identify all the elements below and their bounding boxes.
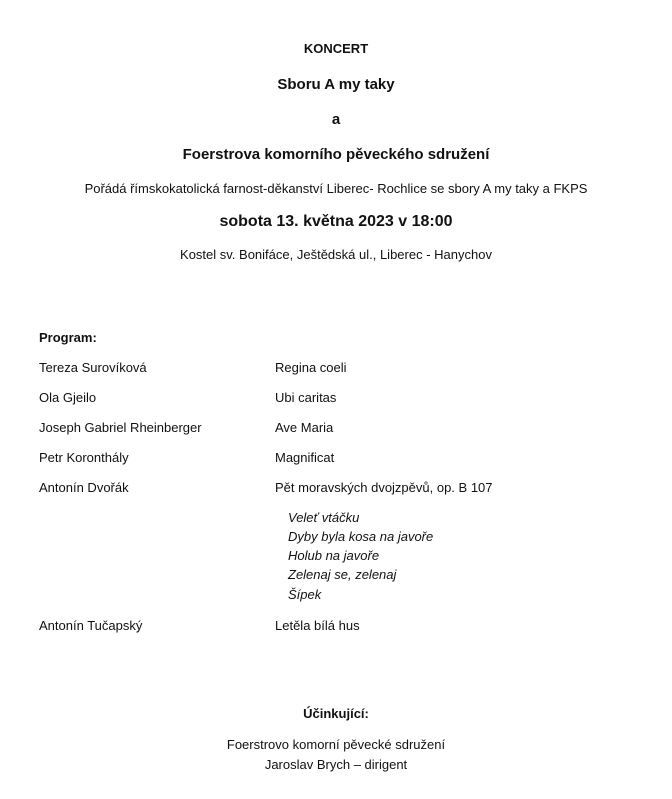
work: Ave Maria <box>275 420 334 435</box>
venue: Kostel sv. Bonifáce, Ještědská ul., Liberec - Hanychov <box>180 247 492 262</box>
song-title: Zelenaj se, zelenaj <box>288 567 397 582</box>
composer: Petr Koronthály <box>39 450 129 465</box>
song-title: Holub na javoře <box>288 548 380 563</box>
work: Ubi caritas <box>275 390 337 405</box>
composer: Joseph Gabriel Rheinberger <box>39 420 202 435</box>
performers-label: Účinkující: <box>303 706 369 721</box>
organizer-line: Pořádá římskokatolická farnost-děkanství Liberec- Rochlice se sbory A my taky a FKPS <box>84 181 588 196</box>
composer: Antonín Dvořák <box>39 480 129 495</box>
song-title: Veleť vtáčku <box>288 510 360 525</box>
performer-line: Jaroslav Brych – dirigent <box>264 757 408 772</box>
work: Letěla bílá hus <box>275 618 360 633</box>
work: Pět moravských dvojzpěvů, op. B 107 <box>275 480 493 495</box>
choir-1: Sboru A my taky <box>277 76 395 93</box>
composer: Ola Gjeilo <box>39 390 97 405</box>
choir-2: Foerstrova komorního pěveckého sdružení <box>182 146 490 163</box>
composer: Tereza Surovíková <box>39 360 147 375</box>
work: Regina coeli <box>275 360 347 375</box>
date-time: sobota 13. května 2023 v 18:00 <box>219 213 453 230</box>
performer-line: Foerstrovo komorní pěvecké sdružení <box>226 737 446 752</box>
conjunction: a <box>331 111 341 128</box>
title: KONCERT <box>303 41 369 56</box>
composer: Antonín Tučapský <box>39 618 143 633</box>
work: Magnificat <box>275 450 335 465</box>
song-title: Šípek <box>288 587 322 602</box>
song-title: Dyby byla kosa na javoře <box>288 529 434 544</box>
program-label: Program: <box>39 330 97 345</box>
